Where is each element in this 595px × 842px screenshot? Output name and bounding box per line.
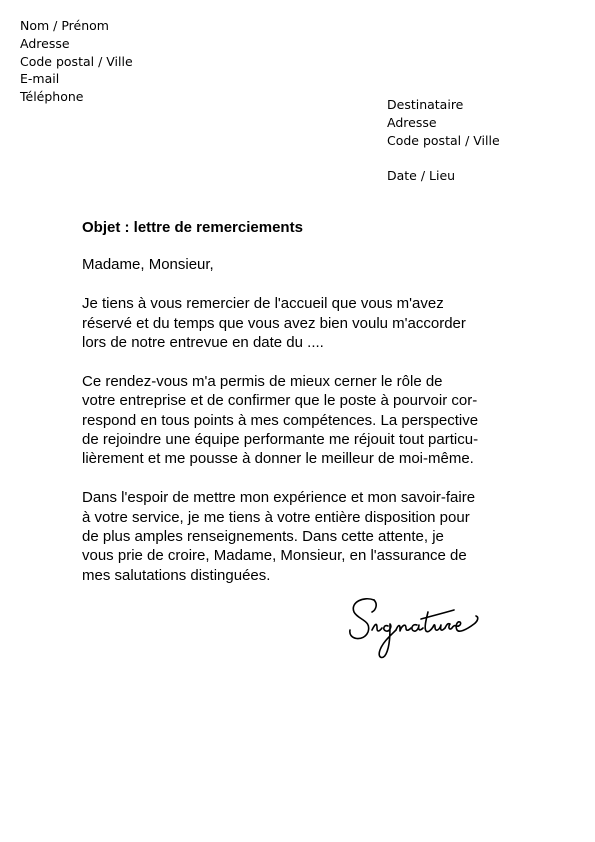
paragraph-line: respond en tous points à mes compétences. La perspective <box>82 411 479 429</box>
paragraph-line: de rejoindre une équipe performante me réjouit tout particu- <box>82 431 479 449</box>
sender-email: E-mail <box>20 71 60 87</box>
paragraph-line: réservé et du temps que vous avez bien voulu m'accorder <box>82 314 466 332</box>
sender-postal-city: Code postal / Ville <box>20 53 133 69</box>
paragraph-line: Dans l'espoir de mettre mon expérience et mon savoir-faire <box>82 489 476 507</box>
recipient-address: Adresse <box>387 114 437 130</box>
paragraph-line: lièrement et me pousse à donner le meilleur de moi-même. <box>82 450 474 468</box>
recipient-label: Destinataire <box>387 97 464 112</box>
paragraph-3 <box>82 488 522 585</box>
paragraph-2 <box>82 372 522 469</box>
paragraph-line: mes salutations distinguées. <box>82 566 271 584</box>
letter-greeting: Madame, Monsieur, <box>82 256 214 274</box>
sender-name: Nom / Prénom <box>20 18 109 33</box>
paragraph-1 <box>82 294 522 352</box>
date-place: Date / Lieu <box>387 168 456 183</box>
letter-subject: Objet : lettre de remerciements <box>82 219 303 236</box>
paragraph-line: à votre service, je me tiens à votre entière disposition pour <box>82 508 470 526</box>
recipient-postal-city: Code postal / Ville <box>387 132 500 148</box>
recipient-block <box>387 96 500 149</box>
paragraph-line: votre entreprise et de confirmer que le poste à pourvoir cor- <box>82 392 478 410</box>
paragraph-line: Ce rendez-vous m'a permis de mieux cerner le rôle de <box>82 372 443 390</box>
handwritten-signature <box>344 590 494 662</box>
paragraph-line: lors de notre entrevue en date du .... <box>82 334 324 352</box>
paragraph-line: vous prie de croire, Madame, Monsieur, en l'assurance de <box>82 547 467 565</box>
sender-block <box>20 17 133 106</box>
paragraph-line: de plus amples renseignements. Dans cette attente, je <box>82 528 444 546</box>
letter-body <box>82 218 522 585</box>
sender-phone: Téléphone <box>20 89 84 105</box>
sender-address: Adresse <box>20 35 70 51</box>
paragraph-line: Je tiens à vous remercier de l'accueil que vous m'avez <box>82 295 444 313</box>
